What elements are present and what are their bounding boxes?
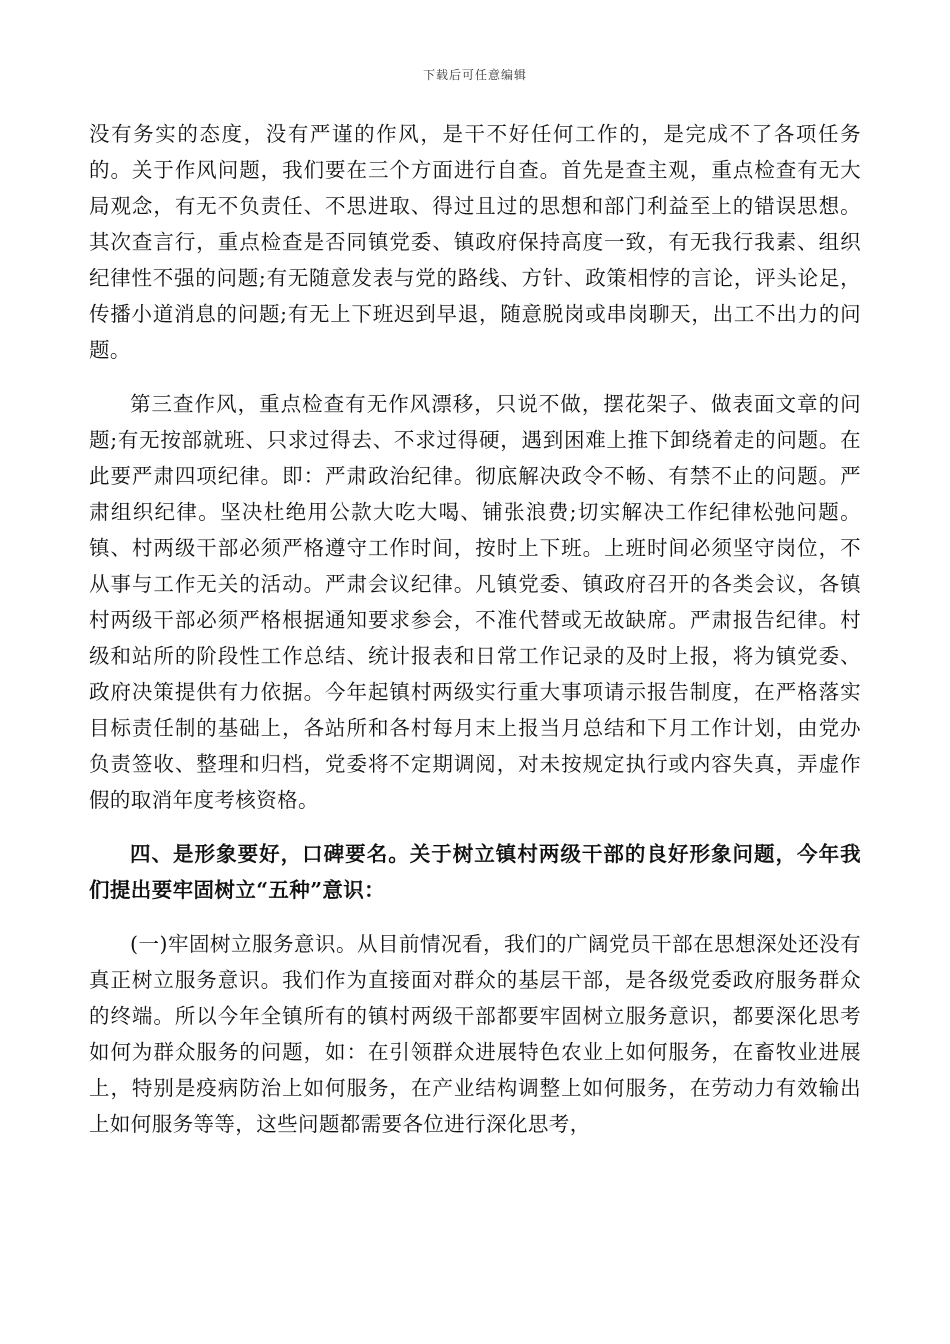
paragraph-2: 第三查作风，重点检查有无作风漂移，只说不做，摆花架子、做表面文章的问题;有无按部就班、只求过得去、不求过得硬，遇到困难上推下卸绕着走的问题。在此要严肃四项纪律。即：严肃政治纪律。彻底解决政令不畅、有禁不止的问题。严肃组织纪律。坚决杜绝用公款大吃大喝、铺张浪费;切实解决工作纪律松弛问题。镇、村两级干部必须严格遵守工作时间，按时上下班。上班时间必须坚守岗位，不从事与工作无关的活动。严肃会议纪律。凡镇党委、镇政府召开的各类会议，各镇村两级干部必须严格根据通知要求参会，不准代替或无故缺席。严肃报告纪律。村级和站所的阶段性工作总结、统计报表和日常工作记录的及时上报，将为镇党委、政府决策提供有力依据。今年起镇村两级实行重大事项请示报告制度，在严格落实目标责任制的基础上，各站所和各村每月末上报当月总结和下月工作计划，由党办负责签收、整理和归档，党委将不定期调阅，对未按规定执行或内容失真，弄虚作假的取消年度考核资格。 <box>89 392 861 812</box>
page-header: 下载后可任意编辑 <box>422 68 527 82</box>
paragraph-4: (一)牢固树立服务意识。从目前情况看，我们的广阔党员干部在思想深处还没有真正树立服务意识。我们作为直接面对群众的基层干部，是各级党委政府服务群众的终端。所以今年全镇所有的镇村两级干部都要牢固树立服务意识，都要深化思考如何为群众服务的问题，如：在引领群众进展特色农业上如何服务，在畜牧业进展上，特别是疫病防治上如何服务，在产业结构调整上如何服务，在劳动力有效输出上如何服务等等，这些问题都需要各位进行深化思考， <box>89 932 861 1136</box>
paragraph-1: 没有务实的态度，没有严谨的作风，是干不好任何工作的，是完成不了各项任务的。关于作风问题，我们要在三个方面进行自查。首先是查主观，重点检查有无大局观念，有无不负责任、不思进取、得过且过的思想和部门利益至上的错误思想。其次查言行，重点检查是否同镇党委、镇政府保持高度一致，有无我行我素、组织纪律性不强的问题;有无随意发表与党的路线、方针、政策相悖的言论，评头论足，传播小道消息的问题;有无上下班迟到早退，随意脱岗或串岗聊天，出工不出力的问题。 <box>89 122 861 362</box>
document-body <box>89 116 861 1142</box>
section-heading-4: 四、是形象要好，口碑要名。关于树立镇村两级干部的良好形象问题，今年我们提出要牢固树立“五种”意识： <box>89 842 861 902</box>
